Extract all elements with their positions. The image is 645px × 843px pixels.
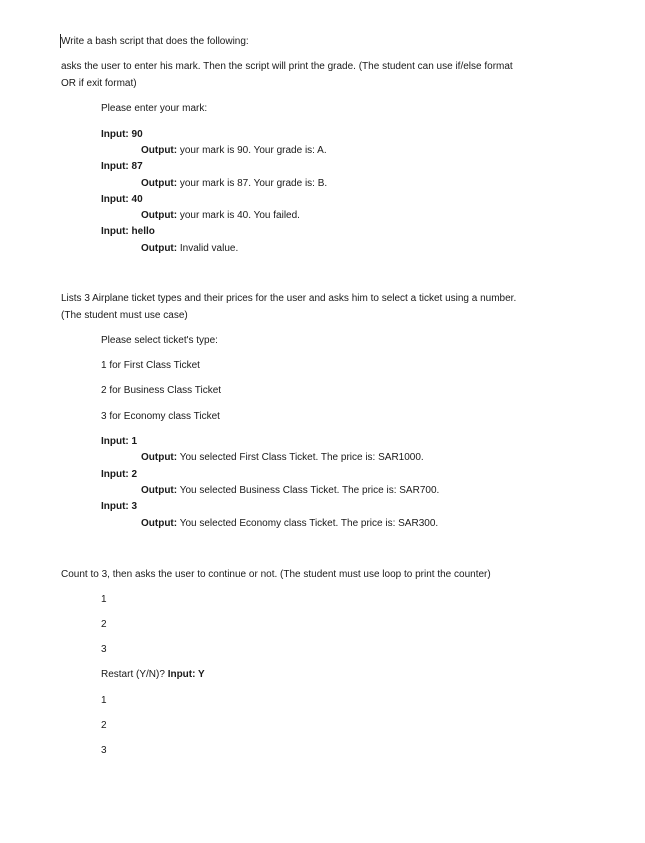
task1-description-line2: OR if exit format) [61, 78, 137, 89]
task3-description: Count to 3, then asks the user to continue or not. (The student must use loop to print the counter) [61, 569, 491, 580]
counter-second-1: 1 [101, 695, 107, 706]
task2-case2-output: Output: You selected Business Class Ticket. The price is: SAR700. [141, 485, 440, 496]
task1-case3-output: Output: your mark is 40. You failed. [141, 210, 300, 221]
counter-second-2: 2 [101, 720, 107, 731]
task1-case3-input: Input: 40 [101, 194, 143, 205]
counter-first-1: 1 [101, 594, 107, 605]
task1-case2-output: Output: your mark is 87. Your grade is: B. [141, 178, 328, 189]
task2-case3-input: Input: 3 [101, 501, 138, 512]
task2-option-2: 2 for Business Class Ticket [101, 385, 222, 396]
task1-case1-output: Output: your mark is 90. Your grade is: A. [141, 145, 327, 156]
task2-description-line2: (The student must use case) [61, 310, 188, 321]
task2-option-1: 1 for First Class Ticket [101, 360, 200, 371]
task2-option-3: 3 for Economy class Ticket [101, 411, 220, 422]
heading: Write a bash script that does the following: [61, 36, 249, 47]
restart-prompt: Restart (Y/N)? Input: Y [101, 669, 205, 680]
task1-case4-input: Input: hello [101, 226, 155, 237]
counter-first-3: 3 [101, 644, 107, 655]
task2-case2-input: Input: 2 [101, 469, 138, 480]
task1-case1-input: Input: 90 [101, 129, 143, 140]
task2-case1-output: Output: You selected First Class Ticket. The price is: SAR1000. [141, 452, 424, 463]
task2-case1-input: Input: 1 [101, 436, 138, 447]
task2-case3-output: Output: You selected Economy class Ticket. The price is: SAR300. [141, 518, 439, 529]
task1-case2-input: Input: 87 [101, 161, 143, 172]
counter-second-3: 3 [101, 745, 107, 756]
task2-prompt: Please select ticket's type: [101, 335, 218, 346]
task1-prompt: Please enter your mark: [101, 103, 208, 114]
task1-description-line1: asks the user to enter his mark. Then the script will print the grade. (The student can use if/else format [61, 61, 513, 72]
counter-first-2: 2 [101, 619, 107, 630]
task2-description-line1: Lists 3 Airplane ticket types and their prices for the user and asks him to select a ticket using a number. [61, 293, 517, 304]
task1-case4-output: Output: Invalid value. [141, 243, 239, 254]
